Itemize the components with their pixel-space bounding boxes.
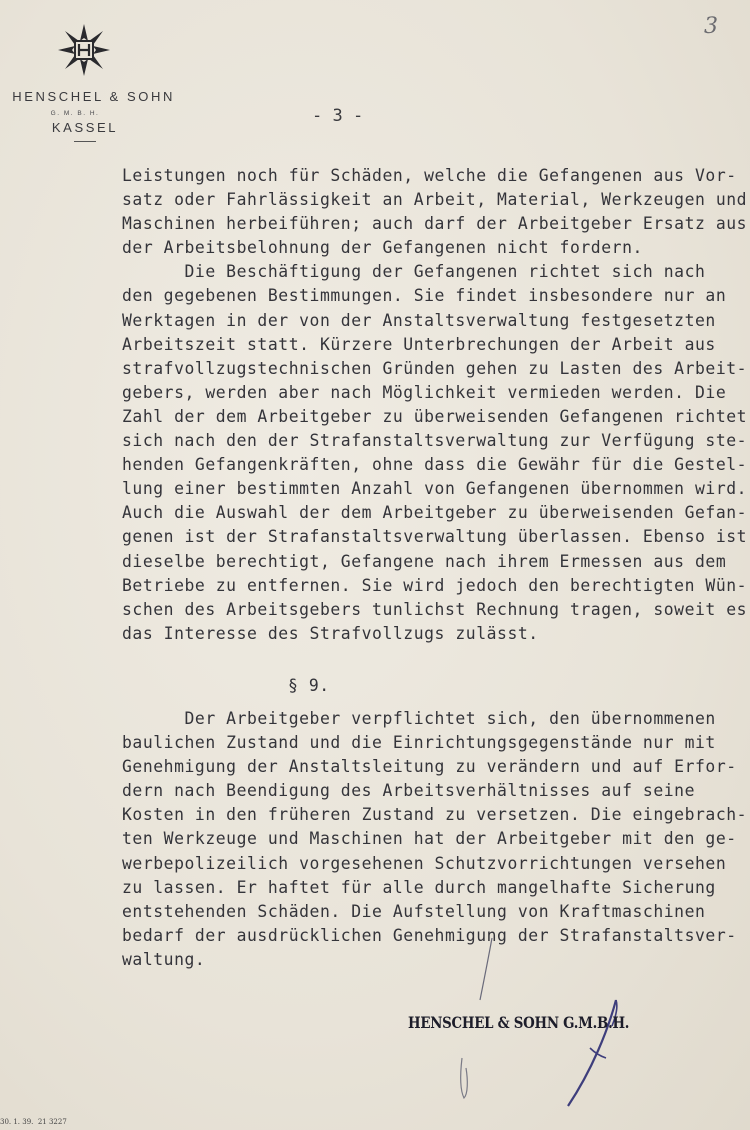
paragraph-2 xyxy=(122,707,748,972)
paragraph-1 xyxy=(122,164,748,646)
archive-page-number: 3 xyxy=(704,14,718,39)
text-line: Zahl der dem Arbeitgeber zu überweisenden Gefangenen richtet xyxy=(122,406,748,426)
text-line: Leistungen noch für Schäden, welche die Gefangenen aus Vor- xyxy=(122,166,737,185)
text-line: strafvollzugstechnischen Gründen gehen zu Lasten des Arbeit- xyxy=(122,358,748,378)
text-line: Kosten in den früheren Zustand zu versetzen. Die eingebrach- xyxy=(122,805,748,825)
letterhead-divider xyxy=(74,141,96,142)
text-line: genen ist der Strafanstaltsverwaltung überlassen. Ebenso ist xyxy=(122,527,748,547)
text-line: Betriebe zu entfernen. Sie wird jedoch den berechtigten Wün- xyxy=(122,575,748,595)
print-code: 30. 1. 39. 21 3227 xyxy=(0,1118,67,1126)
text-line: das Interesse des Strafvollzugs zulässt. xyxy=(122,623,539,643)
company-star-logo-icon xyxy=(58,24,110,76)
text-line: henden Gefangenkräften, ohne dass die Gewähr für die Gestel- xyxy=(122,455,748,475)
text-line: baulichen Zustand und die Einrichtungsgegenstände nur mit xyxy=(122,733,716,753)
text-line: werbepolizeilich vorgesehenen Schutzvorrichtungen versehen xyxy=(122,853,727,873)
text-line: bedarf der ausdrücklichen Genehmigung der Strafanstaltsver- xyxy=(122,925,737,945)
text-line: entstehenden Schäden. Die Aufstellung von Kraftmaschinen xyxy=(122,901,706,921)
text-line: Genehmigung der Anstaltsleitung zu verändern und auf Erfor- xyxy=(122,757,737,777)
letterhead-company-city: KASSEL xyxy=(51,120,119,135)
text-line: ten Werkzeuge und Maschinen hat der Arbeitgeber mit den ge- xyxy=(122,829,737,849)
text-line: dieselbe berechtigt, Gefangene nach ihrem Ermessen aus dem xyxy=(122,551,727,571)
text-line: den gegebenen Bestimmungen. Sie findet insbesondere nur an xyxy=(122,286,727,306)
text-line: Maschinen herbeiführen; auch darf der Arbeitgeber Ersatz aus xyxy=(122,214,748,234)
text-line: Die Beschäftigung der Gefangenen richtet sich nach xyxy=(122,262,706,282)
text-line: Werktagen in der von der Anstaltsverwaltung festgesetzten xyxy=(122,310,716,330)
text-line: gebers, werden aber nach Möglichkeit vermieden werden. Die xyxy=(122,382,727,402)
text-line: Arbeitszeit statt. Kürzere Unterbrechungen der Arbeit aus xyxy=(122,334,716,354)
text-line: schen des Arbeitsgebers tunlichst Rechnung tragen, soweit es xyxy=(122,599,748,619)
text-line: satz oder Fahrlässigkeit an Arbeit, Material, Werkzeugen und xyxy=(122,190,748,210)
text-line: sich nach den der Strafanstaltsverwaltung zur Verfügung ste- xyxy=(122,431,748,451)
text-line: der Arbeitsbelohnung der Gefangenen nicht fordern. xyxy=(122,238,643,258)
text-line: waltung. xyxy=(122,949,206,969)
text-line: lung einer bestimmten Anzahl von Gefangenen übernommen wird. xyxy=(122,479,748,499)
company-stamp: HENSCHEL & SOHN G.M.B.H. xyxy=(408,1013,630,1032)
letterhead-company-form: G. M. B. H. xyxy=(50,110,100,117)
section-heading: § 9. xyxy=(288,676,330,695)
page-number: - 3 - xyxy=(312,106,364,126)
letterhead-company-name: HENSCHEL & SOHN xyxy=(12,89,175,104)
text-line: zu lassen. Er haftet für alle durch mangelhafte Sicherung xyxy=(122,877,716,897)
text-line: dern nach Beendigung des Arbeitsverhältnisses auf seine xyxy=(122,781,695,801)
text-line: Der Arbeitgeber verpflichtet sich, den übernommenen xyxy=(122,709,716,728)
text-line: Auch die Auswahl der dem Arbeitgeber zu überweisenden Gefan- xyxy=(122,503,748,523)
